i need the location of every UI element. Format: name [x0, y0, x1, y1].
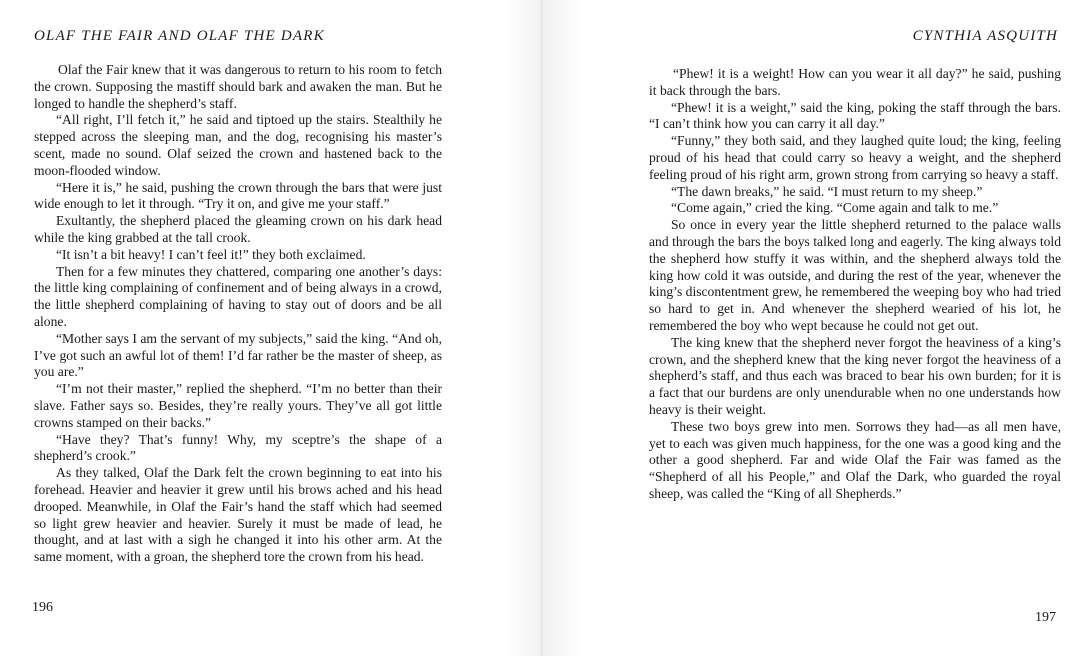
- paragraph: Olaf the Fair knew that it was dangerous to return to his room to fetch the crown. Supposing the mastiff should bark and awaken the man. But he longed to handle the shepherd’s staff.: [34, 62, 442, 111]
- paragraph: “I’m not their master,” replied the shepherd. “I’m no better than their slave. Father says so. Besides, they’re really yours. They’ve all got little crowns stamped on their backs.”: [34, 381, 442, 430]
- paragraph: As they talked, Olaf the Dark felt the crown beginning to eat into his forehead. Heavier and heavier it grew until his brows ached and his head drooped. Meanwhile, in Olaf the Fair’s hand the staff which had seemed so light grew heavier and heavier. Surely it must be made of lead, he thought, and at last with a sigh he changed it into his other arm. At the same moment, with a groan, the shepherd tore the crown from his head.: [34, 465, 442, 565]
- paragraph: The king knew that the shepherd never forgot the heaviness of a king’s crown, and the shepherd knew that the king never forgot the heaviness of a shepherd’s staff, and thus each was braced to bear his own burden; for it is a fact that our burdens are only unendurable when no one understands how heavy is their weight.: [649, 334, 1061, 417]
- paragraph: “Mother says I am the servant of my subjects,” said the king. “And oh, I’ve got such an awful lot of them! I’d far rather be the master of sheep, as you are.”: [34, 330, 442, 380]
- left-page-text: [34, 62, 442, 566]
- paragraph: “Funny,” they both said, and they laughed quite loud; the king, feeling proud of his head that could carry so heavy a weight, and the shepherd feeling proud of his right arm, grown strong from carrying so heavy a staff.: [649, 133, 1061, 182]
- paragraph: “Here it is,” he said, pushing the crown through the bars that were just wide enough to let it through. “Try it on, and give me your staff.”: [34, 179, 442, 212]
- paragraph: “Phew! it is a weight! How can you wear it all day?” he said, pushing it back through the bars.: [649, 66, 1061, 98]
- paragraph: These two boys grew into men. Sorrows they had—as all men have, yet to each was given much happiness, for the one was a good king and the other a good shepherd. Far and wide Olaf the Fair was famed as the “Shepherd of all his People,” and Olaf the Dark, who guarded the royal sheep, was called the “King of all Shepherds.”: [649, 418, 1061, 501]
- paragraph: “All right, I’ll fetch it,” he said and tiptoed up the stairs. Stealthily he stepped across the sleeping man, and the dog, recognising his master’s scent, made no sound. Olaf seized the crown and hastened back to the moon-flooded window.: [34, 112, 442, 178]
- page-number: 196: [32, 600, 53, 615]
- running-head-author: CYNTHIA ASQUITH: [912, 28, 1058, 44]
- paragraph: So once in every year the little shepherd returned to the palace walls and through the bars the boys talked long and eagerly. The king always told the shepherd how stuffy it was within, and the shepherd always told the king how cold it was outside, and during the rest of the year, whenever the king’s discontentment grew, he remembered the weeping boy who had tried so hard to get in. And whenever the shepherd wearied of his lot, he remembered the boy who wept because he could not get out.: [649, 217, 1061, 333]
- paragraph: “Phew! it is a weight,” said the king, poking the staff through the bars. “I can’t think how you can carry it all day.”: [649, 99, 1061, 132]
- paragraph: “Have they? That’s funny! Why, my sceptre’s the shape of a shepherd’s crook.”: [34, 431, 442, 464]
- paragraph: Then for a few minutes they chattered, comparing one another’s days: the little king complaining of confinement and of being always in a crowd, the little shepherd complaining of having to stay out of doors and be all alone.: [34, 263, 442, 329]
- paragraph: Exultantly, the shepherd placed the gleaming crown on his dark head while the king grabbed at the tall crook.: [34, 213, 442, 245]
- paragraph: “Come again,” cried the king. “Come again and talk to me.”: [671, 200, 999, 216]
- paragraph: “It isn’t a bit heavy! I can’t feel it!” they both exclaimed.: [56, 246, 366, 262]
- right-page-text: [649, 66, 1061, 503]
- page-number: 197: [1035, 610, 1056, 625]
- running-head-title: OLAF THE FAIR AND OLAF THE DARK: [34, 28, 325, 44]
- paragraph: “The dawn breaks,” he said. “I must return to my sheep.”: [671, 183, 983, 199]
- right-page: [543, 0, 1086, 656]
